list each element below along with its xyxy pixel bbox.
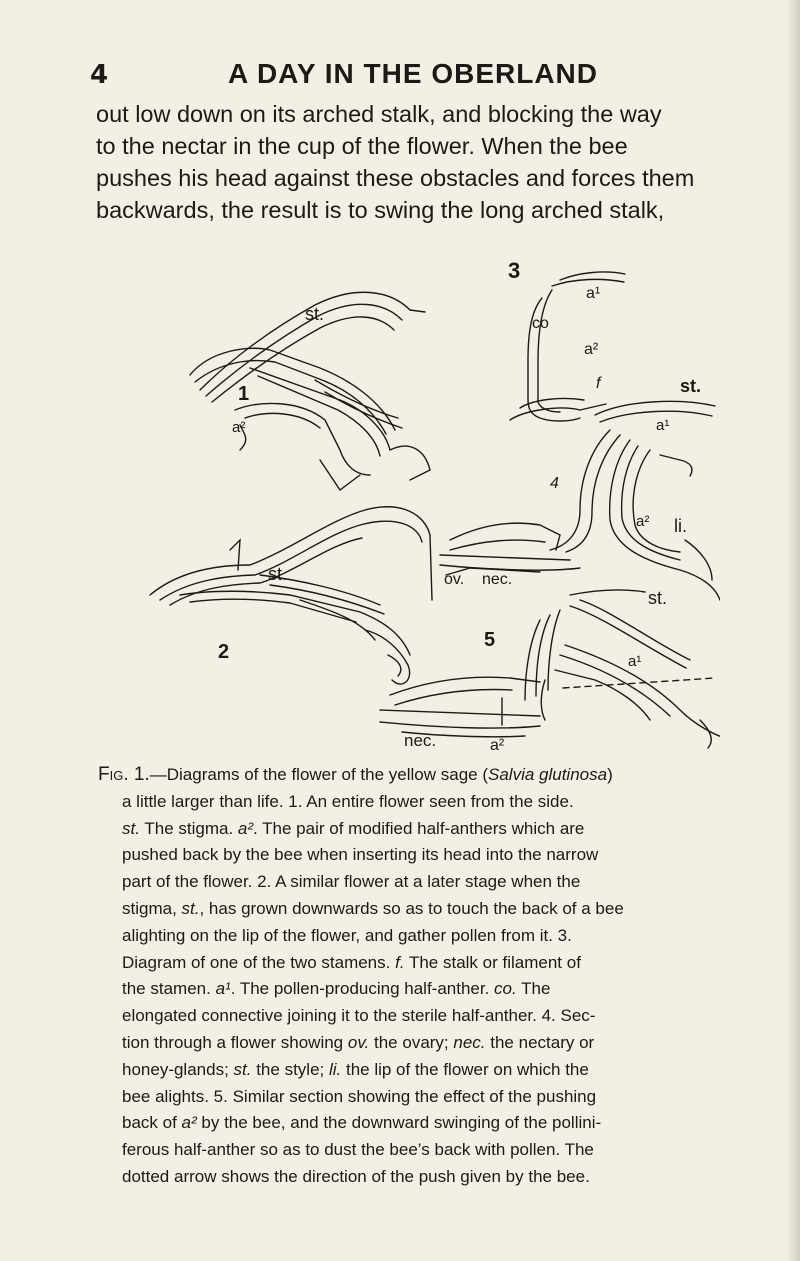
caption-abbrev: st. bbox=[181, 898, 200, 918]
caption-line bbox=[98, 950, 738, 977]
fig5-a2-label: a² bbox=[490, 737, 505, 754]
caption-text: . The pollen-producing half-anther. bbox=[230, 979, 495, 999]
running-head: A DAY IN THE OBERLAND bbox=[228, 58, 599, 89]
diagram-3-stamen bbox=[510, 272, 625, 421]
fig4-lip-label: li. bbox=[674, 516, 687, 536]
diagram-2-later-stage-flower bbox=[150, 507, 432, 684]
caption-text: The stigma. bbox=[139, 818, 238, 838]
caption-line: a little larger than life. 1. An entire flower seen from the side. bbox=[122, 791, 574, 811]
fig4-number-label: 4 bbox=[550, 475, 559, 492]
diagram-5-flower-section-pushed bbox=[380, 590, 720, 748]
body-line: to the nectar in the cup of the flower. When the bee bbox=[96, 133, 628, 159]
body-line: backwards, the result is to swing the long arched stalk, bbox=[96, 197, 665, 223]
caption-text: the ovary; bbox=[369, 1032, 454, 1052]
body-paragraph bbox=[96, 98, 736, 226]
figure-caption bbox=[98, 762, 738, 1191]
caption-line: bee alights. 5. Similar section showing the effect of the pushing bbox=[122, 1086, 597, 1106]
caption-text: , has grown downwards so as to touch the back of a bee bbox=[199, 898, 624, 918]
caption-text: The stalk or filament of bbox=[404, 952, 581, 972]
fig4-a1-label: a¹ bbox=[656, 417, 670, 434]
fig5-nectary-label: nec. bbox=[404, 731, 437, 750]
fig3-number-label: 3 bbox=[508, 258, 521, 283]
body-line: out low down on its arched stalk, and blocking the way bbox=[96, 101, 662, 127]
fig3-co-label: co bbox=[532, 315, 549, 332]
caption-abbrev: ov. bbox=[347, 1032, 370, 1052]
fig3-filament-label: f bbox=[596, 375, 601, 392]
caption-line bbox=[98, 762, 738, 789]
caption-line: dotted arrow shows the direction of the push given by the bee. bbox=[122, 1166, 590, 1186]
caption-line: part of the flower. 2. A similar flower at a later stage when the bbox=[122, 872, 581, 892]
caption-abbrev: st. bbox=[233, 1059, 252, 1079]
caption-line bbox=[98, 816, 738, 843]
caption-text: ) bbox=[607, 765, 613, 784]
fig4-ovary-label: ov. bbox=[444, 571, 465, 588]
fig2-number-label: 2 bbox=[218, 641, 230, 663]
page-number: 4 bbox=[90, 60, 109, 90]
caption-line bbox=[98, 1057, 738, 1084]
fig2-stigma-label: st. bbox=[268, 564, 288, 584]
caption-text: . The pair of modified half-anthers which are bbox=[253, 818, 585, 838]
fig3-a2-label: a² bbox=[584, 341, 599, 358]
page-edge-shadow bbox=[786, 0, 800, 1261]
figure-number-label: Fig. 1. bbox=[98, 764, 150, 785]
page-header bbox=[88, 52, 708, 92]
caption-line: pushed back by the bee when inserting its head into the narrow bbox=[122, 845, 599, 865]
caption-line: ferous half-anther so as to dust the bee’s back with pollen. The bbox=[122, 1140, 594, 1160]
caption-text: Diagram of one of the two stamens. bbox=[122, 952, 396, 972]
fig4-a2-label: a² bbox=[636, 513, 650, 530]
caption-text: The bbox=[516, 979, 551, 999]
caption-line: elongated connective joining it to the sterile half-anther. 4. Sec- bbox=[122, 1006, 596, 1026]
fig5-stigma-label: st. bbox=[648, 588, 668, 608]
caption-text: —Diagrams of the flower of the yellow sage ( bbox=[149, 765, 488, 784]
caption-abbrev: f. bbox=[395, 952, 405, 972]
caption-text: back of bbox=[122, 1113, 182, 1133]
push-direction-dotted-arrow bbox=[563, 678, 715, 688]
caption-line bbox=[98, 896, 738, 923]
caption-text: the lip of the flower on which the bbox=[341, 1059, 589, 1079]
caption-text: the stamen. bbox=[122, 979, 216, 999]
caption-text: tion through a flower showing bbox=[122, 1032, 348, 1052]
fig1-half-anther-label: a² bbox=[232, 419, 246, 436]
caption-abbrev: nec. bbox=[453, 1032, 486, 1052]
caption-line bbox=[98, 976, 738, 1003]
caption-abbrev: li. bbox=[328, 1059, 342, 1079]
caption-abbrev: a² bbox=[181, 1113, 197, 1133]
fig3-a1-label: a¹ bbox=[586, 285, 601, 302]
caption-text: honey-glands; bbox=[122, 1059, 234, 1079]
caption-abbrev: st. bbox=[122, 818, 140, 838]
caption-line bbox=[98, 1110, 738, 1137]
fig1-number-label: 1 bbox=[238, 383, 250, 405]
fig5-a1-label: a¹ bbox=[628, 653, 642, 670]
fig4-stigma-label: st. bbox=[680, 376, 702, 396]
fig5-number-label: 5 bbox=[484, 629, 496, 651]
caption-text: the nectary or bbox=[485, 1032, 595, 1052]
caption-text: by the bee, and the downward swinging of the pollini- bbox=[196, 1113, 602, 1133]
caption-abbrev: a¹ bbox=[215, 979, 231, 999]
fig1-stigma-label: st. bbox=[305, 304, 325, 324]
species-name: Salvia glutinosa bbox=[488, 765, 608, 784]
caption-text: stigma, bbox=[122, 898, 182, 918]
caption-line: alighting on the lip of the flower, and gather pollen from it. 3. bbox=[122, 925, 572, 945]
caption-text: the style; bbox=[251, 1059, 329, 1079]
salvia-flower-diagram bbox=[140, 250, 720, 760]
caption-abbrev: co. bbox=[494, 979, 517, 999]
body-line: pushes his head against these obstacles and forces them bbox=[96, 165, 695, 191]
fig4-nectary-label: nec. bbox=[482, 571, 513, 588]
caption-abbrev: a² bbox=[237, 818, 254, 838]
caption-line bbox=[98, 1030, 738, 1057]
